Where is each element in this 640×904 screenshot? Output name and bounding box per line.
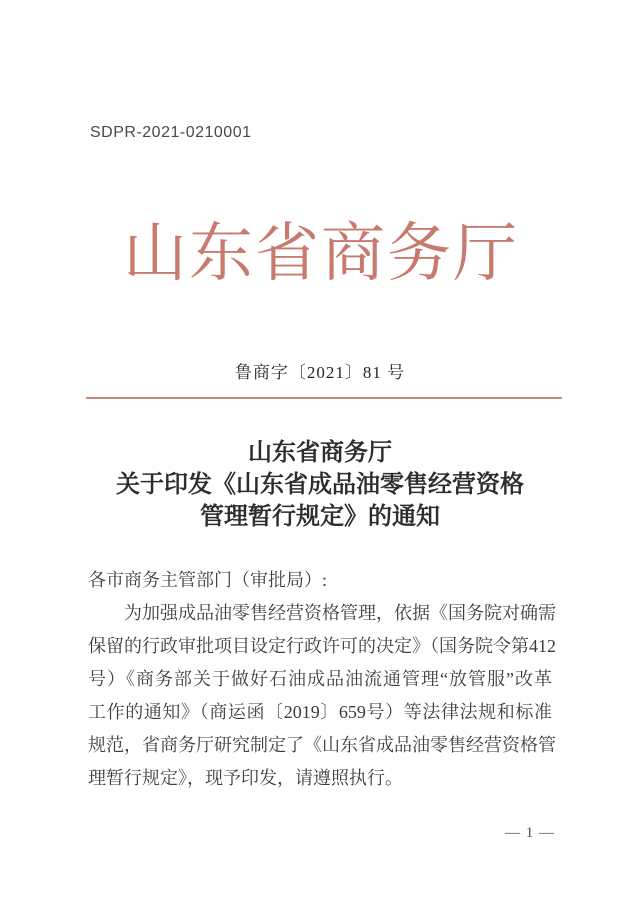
page-number: — 1 — bbox=[505, 825, 555, 841]
body-line-1: 为加强成品油零售经营资格管理，依据《国务院对确需 bbox=[124, 603, 556, 623]
doc-number: 鲁商字〔2021〕81 号 bbox=[234, 363, 406, 382]
notice-title-line-3: 管理暂行规定》的通知 bbox=[200, 504, 440, 530]
notice-body bbox=[88, 564, 556, 795]
salutation-line: 各市商务主管部门（审批局）: bbox=[88, 570, 327, 590]
body-line-4: 工作的通知》（商运函〔2019〕659号）等法律法规和标准 bbox=[88, 702, 552, 722]
body-line-6: 理暂行规定》，现予印发，请遵照执行。 bbox=[88, 768, 403, 788]
doc-reference-code: SDPR-2021-0210001 bbox=[90, 124, 252, 141]
agency-letterhead: 山东省商务厅 bbox=[123, 218, 519, 289]
notice-title bbox=[0, 437, 640, 533]
notice-title-line-2: 关于印发《山东省成品油零售经营资格 bbox=[116, 472, 524, 498]
body-line-3: 号）《商务部关于做好石油成品油流通管理“放管服”改革 bbox=[88, 669, 552, 689]
notice-title-line-1: 山东省商务厅 bbox=[248, 440, 392, 466]
body-line-2: 保留的行政审批项目设定行政许可的决定》（国务院令第412 bbox=[88, 636, 556, 656]
body-line-5: 规范，省商务厅研究制定了《山东省成品油零售经营资格管 bbox=[88, 735, 556, 755]
red-divider-line bbox=[86, 397, 562, 399]
